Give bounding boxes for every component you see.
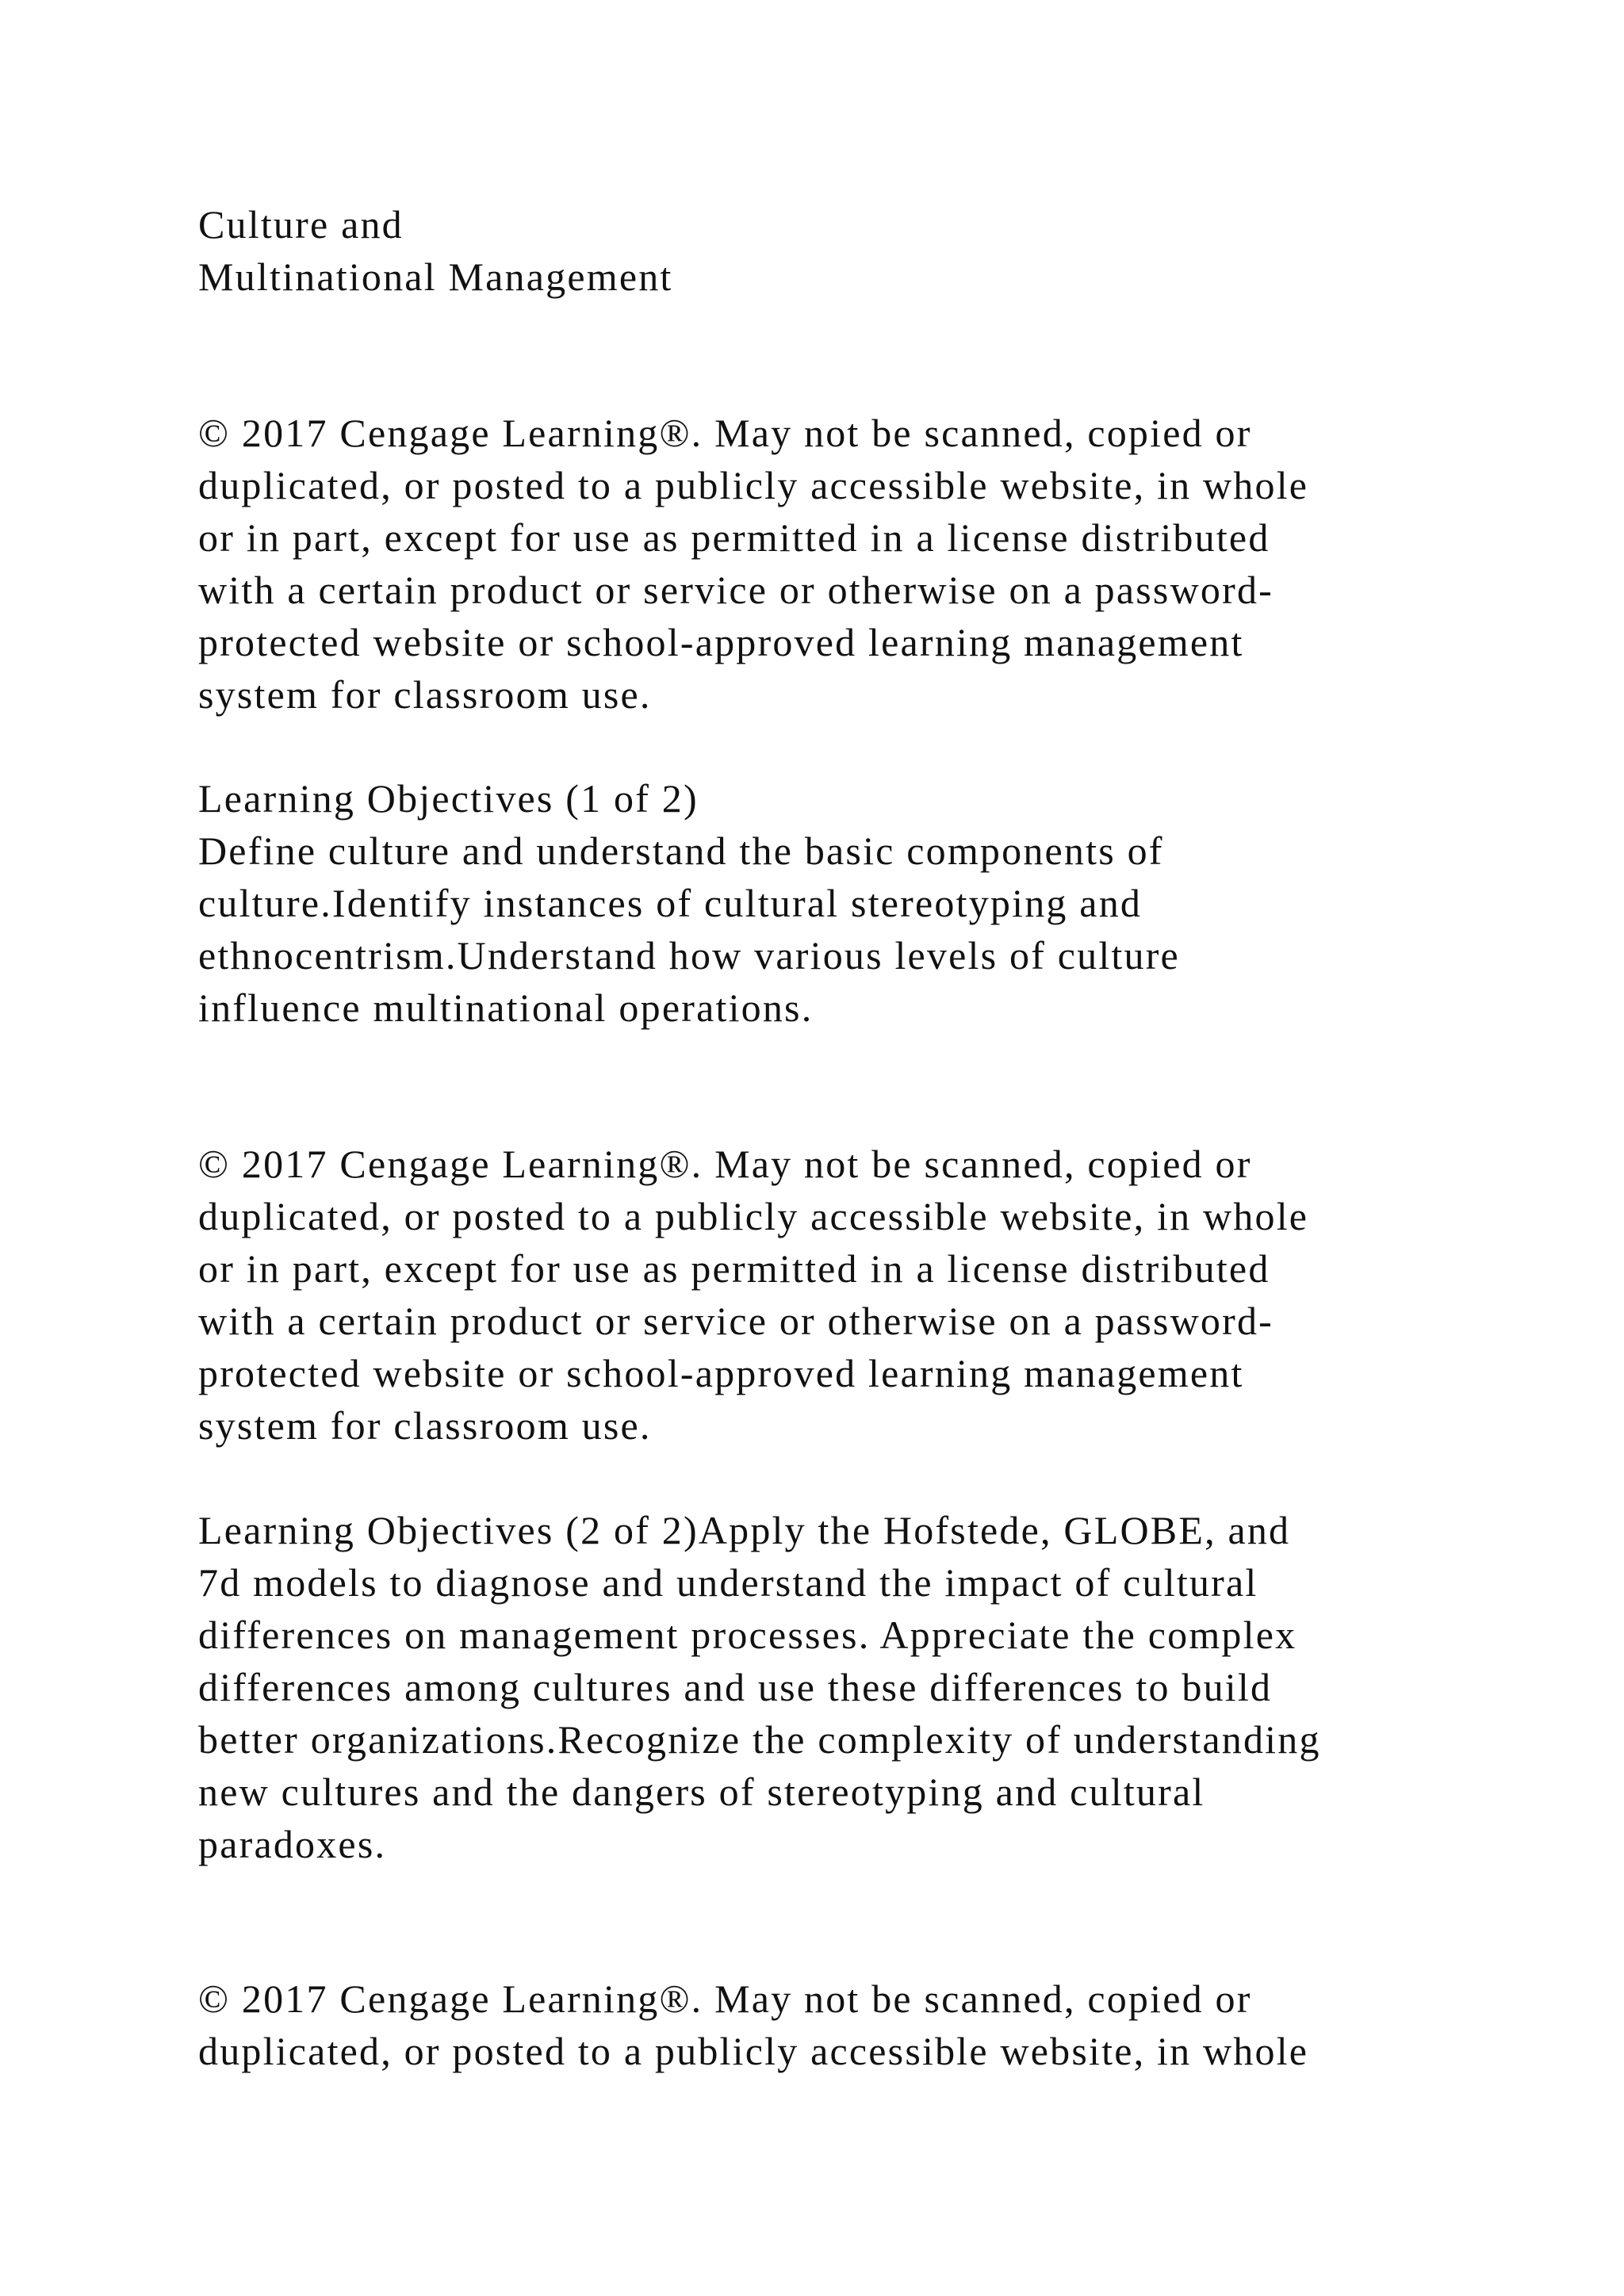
copyright-line: with a certain product or service or otherwise on a password- — [198, 1299, 1274, 1343]
learning-objectives-part-1 — [198, 772, 1507, 1034]
copyright-line: with a certain product or service or otherwise on a password- — [198, 568, 1274, 612]
copyright-line: duplicated, or posted to a publicly accessible website, in whole — [198, 1194, 1309, 1238]
objectives-line: better organizations.Recognize the complexity of understanding — [198, 1717, 1321, 1762]
copyright-line: system for classroom use. — [198, 1403, 652, 1448]
copyright-line: or in part, except for use as permitted in a license distributed — [198, 515, 1270, 560]
copyright-line: duplicated, or posted to a publicly accessible website, in whole — [198, 463, 1309, 507]
objectives-line: Define culture and understand the basic components of — [198, 828, 1164, 873]
objectives-line: influence multinational operations. — [198, 985, 814, 1030]
title-line: Multinational Management — [198, 254, 673, 299]
objectives-heading: Learning Objectives (1 of 2) — [198, 776, 699, 821]
objectives-line: 7d models to diagnose and understand the impact of cultural — [198, 1560, 1258, 1605]
copyright-line: © 2017 Cengage Learning®. May not be scanned, copied or — [198, 1142, 1252, 1186]
objectives-line: paradoxes. — [198, 1822, 387, 1866]
copyright-notice — [198, 1973, 1507, 2077]
copyright-notice — [198, 1138, 1507, 1452]
objectives-line: differences among cultures and use these differences to build — [198, 1665, 1273, 1709]
copyright-line: protected website or school-approved learning management — [198, 1351, 1244, 1395]
title-line: Culture and — [198, 202, 404, 247]
copyright-line: © 2017 Cengage Learning®. May not be scanned, copied or — [198, 1976, 1252, 2021]
copyright-line: system for classroom use. — [198, 672, 652, 717]
objectives-line: ethnocentrism.Understand how various levels of culture — [198, 933, 1180, 978]
learning-objectives-part-2 — [198, 1504, 1507, 1870]
objectives-line: culture.Identify instances of cultural stereotyping and — [198, 881, 1143, 925]
copyright-line: duplicated, or posted to a publicly accessible website, in whole — [198, 2029, 1309, 2073]
document-title — [198, 198, 1507, 303]
copyright-notice — [198, 407, 1507, 721]
objectives-line: differences on management processes. Appreciate the complex — [198, 1613, 1297, 1657]
copyright-line: protected website or school-approved learning management — [198, 620, 1244, 664]
copyright-line: © 2017 Cengage Learning®. May not be scanned, copied or — [198, 411, 1252, 455]
copyright-line: or in part, except for use as permitted in a license distributed — [198, 1246, 1270, 1291]
objectives-line: Learning Objectives (2 of 2)Apply the Hofstede, GLOBE, and — [198, 1508, 1291, 1552]
objectives-line: new cultures and the dangers of stereotyping and cultural — [198, 1770, 1205, 1814]
